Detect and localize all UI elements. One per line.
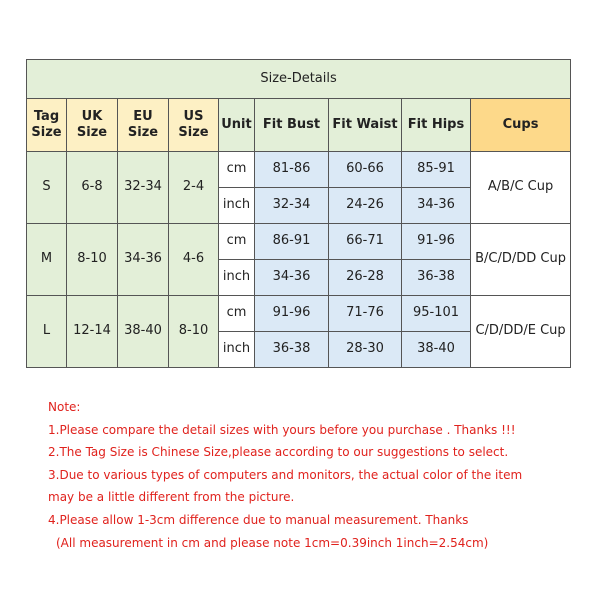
note-line: (All measurement in cm and please note 1cm=0.39inch 1inch=2.54cm) xyxy=(56,535,489,550)
hips-cell: 91-96 xyxy=(402,224,471,260)
header-fit-waist: Fit Waist xyxy=(329,99,402,152)
us-size-cell: 8-10 xyxy=(169,296,219,368)
eu-size-cell: 32-34 xyxy=(118,152,169,224)
uk-size-cell: 6-8 xyxy=(67,152,118,224)
uk-size-cell: 8-10 xyxy=(67,224,118,296)
hips-cell: 85-91 xyxy=(402,152,471,188)
unit-cell: inch xyxy=(219,332,255,368)
header-cups: Cups xyxy=(471,99,571,152)
note-line: 1.Please compare the detail sizes with yours before you purchase . Thanks !!! xyxy=(48,422,516,437)
unit-cell: cm xyxy=(219,224,255,260)
us-size-cell: 4-6 xyxy=(169,224,219,296)
header-uk-size: UK Size xyxy=(67,99,118,152)
waist-cell: 60-66 xyxy=(329,152,402,188)
hips-cell: 38-40 xyxy=(402,332,471,368)
bust-cell: 32-34 xyxy=(255,188,329,224)
tag-size-cell: M xyxy=(27,224,67,296)
size-details-table xyxy=(26,59,571,368)
note-line: 2.The Tag Size is Chinese Size,please according to our suggestions to select. xyxy=(48,445,509,460)
waist-cell: 24-26 xyxy=(329,188,402,224)
table-row xyxy=(27,296,571,332)
bust-cell: 91-96 xyxy=(255,296,329,332)
cups-cell: A/B/C Cup xyxy=(471,152,571,224)
unit-cell: inch xyxy=(219,260,255,296)
note-line: 3.Due to various types of computers and monitors, the actual color of the item xyxy=(48,467,523,482)
uk-size-cell: 12-14 xyxy=(67,296,118,368)
header-us-size: US Size xyxy=(169,99,219,152)
us-size-cell: 2-4 xyxy=(169,152,219,224)
waist-cell: 66-71 xyxy=(329,224,402,260)
note-line: 4.Please allow 1-3cm difference due to manual measurement. Thanks xyxy=(48,512,469,527)
hips-cell: 95-101 xyxy=(402,296,471,332)
waist-cell: 28-30 xyxy=(329,332,402,368)
bust-cell: 36-38 xyxy=(255,332,329,368)
notes-heading: Note: xyxy=(48,400,81,414)
hips-cell: 36-38 xyxy=(402,260,471,296)
notes-section xyxy=(48,396,578,554)
header-tag-size: Tag Size xyxy=(27,99,67,152)
unit-cell: cm xyxy=(219,296,255,332)
header-eu-size: EU Size xyxy=(118,99,169,152)
table-title: Size-Details xyxy=(27,60,571,99)
unit-cell: inch xyxy=(219,188,255,224)
waist-cell: 26-28 xyxy=(329,260,402,296)
table-row xyxy=(27,224,571,260)
bust-cell: 86-91 xyxy=(255,224,329,260)
hips-cell: 34-36 xyxy=(402,188,471,224)
waist-cell: 71-76 xyxy=(329,296,402,332)
eu-size-cell: 34-36 xyxy=(118,224,169,296)
tag-size-cell: S xyxy=(27,152,67,224)
bust-cell: 81-86 xyxy=(255,152,329,188)
tag-size-cell: L xyxy=(27,296,67,368)
cups-cell: B/C/D/DD Cup xyxy=(471,224,571,296)
cups-cell: C/D/DD/E Cup xyxy=(471,296,571,368)
bust-cell: 34-36 xyxy=(255,260,329,296)
note-line: may be a little different from the picture. xyxy=(48,490,295,505)
header-fit-bust: Fit Bust xyxy=(255,99,329,152)
header-fit-hips: Fit Hips xyxy=(402,99,471,152)
table-row xyxy=(27,152,571,188)
header-unit: Unit xyxy=(219,99,255,152)
unit-cell: cm xyxy=(219,152,255,188)
eu-size-cell: 38-40 xyxy=(118,296,169,368)
